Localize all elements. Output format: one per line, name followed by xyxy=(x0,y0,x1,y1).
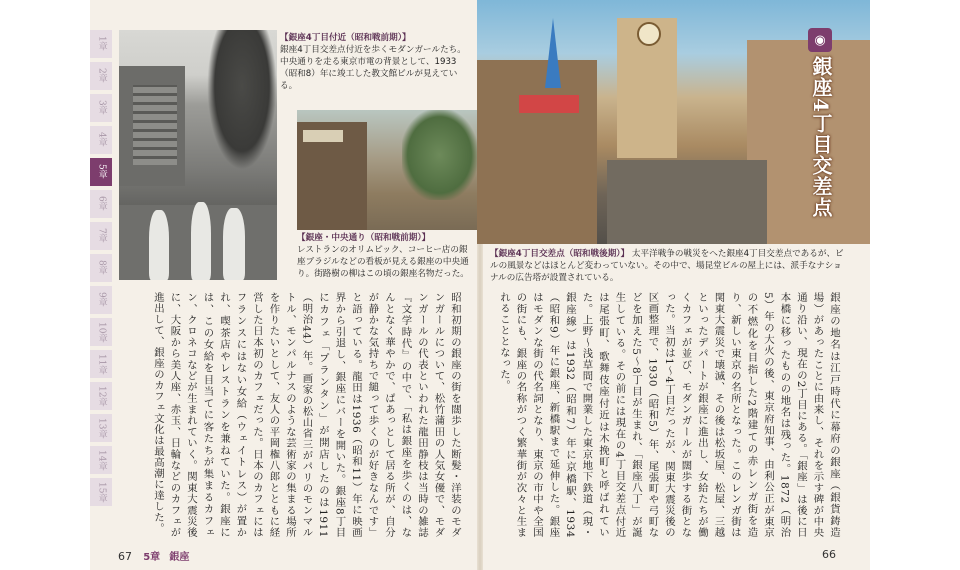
chapter-tab-10[interactable]: 10章 xyxy=(90,318,112,346)
right-page-body-text: 銀座の地名は江戸時代に幕府の銀座（銀貨鋳造場）があったことに由来し、それを示す碑が中央通り沿い、現在の2丁目にある。「銀座」は後に日本橋に移ったものの地名は残った。1872（明治5）年の大火の後、東京府知事、由利公正が東京の不燃化を目指した2階建ての赤レンガ街を造り、新しい東京の名所となった。このレンガ街は関東大震災で壊滅、その後は松坂屋、松屋、三越といったデパートが銀座に進出し、女給たちが働くカフェが並び、モダンガールが闊歩する街となった。当初は1～4丁目だったが、関東大震災後の区画整理で、1930（昭和5）年、尾張町や弓町などを加えた5～8丁目が生まれ、「銀座八丁」が誕生している。その前には現在の4丁目交差点付近は尾張町、歌舞伎座付近は木挽町と呼ばれていた。上野～浅草間で開業した東京地下鉄道（現・銀座線）は1932（昭和7）年に京橋駅、1934（昭和9）年に銀座、新橋駅まで延伸した。銀座はモダンな街の代名詞となり、東京の市中や全国の街にも、銀座の名称がつく繁華街が次々と生まれることとなった。 xyxy=(498,292,840,538)
chapter-index-tabs xyxy=(90,30,112,510)
footer-section: 銀座 xyxy=(169,552,190,563)
caption-photo1 xyxy=(280,32,472,92)
caption-photo2 xyxy=(297,232,475,280)
chapter-tab-7[interactable]: 7章 xyxy=(90,222,112,250)
left-page-body-text: 昭和初期の銀座の街を闊歩した断髪・洋装のモダンガールについて、松竹蒲田の人気女優で、モダンガールの代表といわれた龍田静枝は当時の雑誌『文学時代』の中で、「私は銀座を歩くのは、なんとなく華やかで、ぱあっとして居る所が、自分が静かな気持ちで縋って歩くのが好きなんです」と語っている。龍田は1936（昭和11）年に映画界から引退し、銀座にバーを開いた。銀座8丁目にカフェ「プランタン」が開店したのは1911（明治44）年。画家の松山省三がパリのモンマルトル、モンパルナスのような芸術家の集まる場所を作りたいとして、友人の平岡権八郎とともに経営した日本初のカフェだった。日本のカフェにはフランスにはない女給（ウェイトレス）が置かれ、喫茶店やレストランを兼ねていた。銀座には、この女給を目当てに客たちが集まるカフェン、クロネコなどが生まれていく。関東大震災後に、大阪から美人座、赤玉、日輪などのカフェが進出して、銀座のカフェ文化は最高潮に達した。 xyxy=(152,292,461,538)
caption-photo2-title: 【銀座・中央通り（昭和戦前期）】 xyxy=(297,233,431,243)
caption-photo1-text: 銀座4丁目交差点付近を歩くモダンガールたち。中央通りを走る東京市電の背景として、1933（昭和8）年に竣工した教文館ビルが見えている。 xyxy=(280,45,466,92)
chapter-tab-4[interactable]: 4章 xyxy=(90,126,112,154)
chapter-tab-5[interactable]: 5章 xyxy=(90,158,112,186)
chapter-tab-2[interactable]: 2章 xyxy=(90,62,112,90)
chapter-tab-12[interactable]: 12章 xyxy=(90,382,112,410)
caption-photo3-text: 太平洋戦争の戦災をへた銀座4丁目交差点であるが、ビルの風景などはほとんど変わっていない。その中で、場昆堂ビルの屋上には、派手なナショナルの広告塔が設置されている。 xyxy=(490,249,844,284)
book-spread xyxy=(90,0,870,570)
chapter-tab-13[interactable]: 13章 xyxy=(90,414,112,442)
chapter-tab-11[interactable]: 11章 xyxy=(90,350,112,378)
photo-title-vertical: 銀座4丁目交差点 xyxy=(809,56,833,218)
chapter-tab-14[interactable]: 14章 xyxy=(90,446,112,474)
photo-ginza-chuo-dori-prewar xyxy=(297,110,477,230)
left-page-footer xyxy=(118,548,189,563)
footer-chapter: 5章 xyxy=(143,552,161,563)
chapter-tab-8[interactable]: 8章 xyxy=(90,254,112,282)
photo-ginza-4chome-prewar xyxy=(119,30,277,280)
caption-photo3 xyxy=(490,248,850,284)
chapter-tab-3[interactable]: 3章 xyxy=(90,94,112,122)
caption-photo3-title: 【銀座4丁目交差点（昭和戦後期）】 xyxy=(490,249,630,259)
chapter-tab-1[interactable]: 1章 xyxy=(90,30,112,58)
right-page-number: 66 xyxy=(822,548,836,561)
caption-photo2-text: レストランのオリムピック、コーヒー店の銀座ブラジルなどの看板が見える銀座の中央通り。街路樹の柳はこの頃の銀座名物だった。 xyxy=(297,245,469,280)
caption-photo1-title: 【銀座4丁目付近（昭和戦前期）】 xyxy=(280,33,411,43)
left-page-number: 67 xyxy=(118,550,132,563)
chapter-tab-15[interactable]: 15章 xyxy=(90,478,112,506)
chapter-tab-9[interactable]: 9章 xyxy=(90,286,112,314)
chapter-tab-6[interactable]: 6章 xyxy=(90,190,112,218)
camera-icon: ◉ xyxy=(808,28,832,52)
